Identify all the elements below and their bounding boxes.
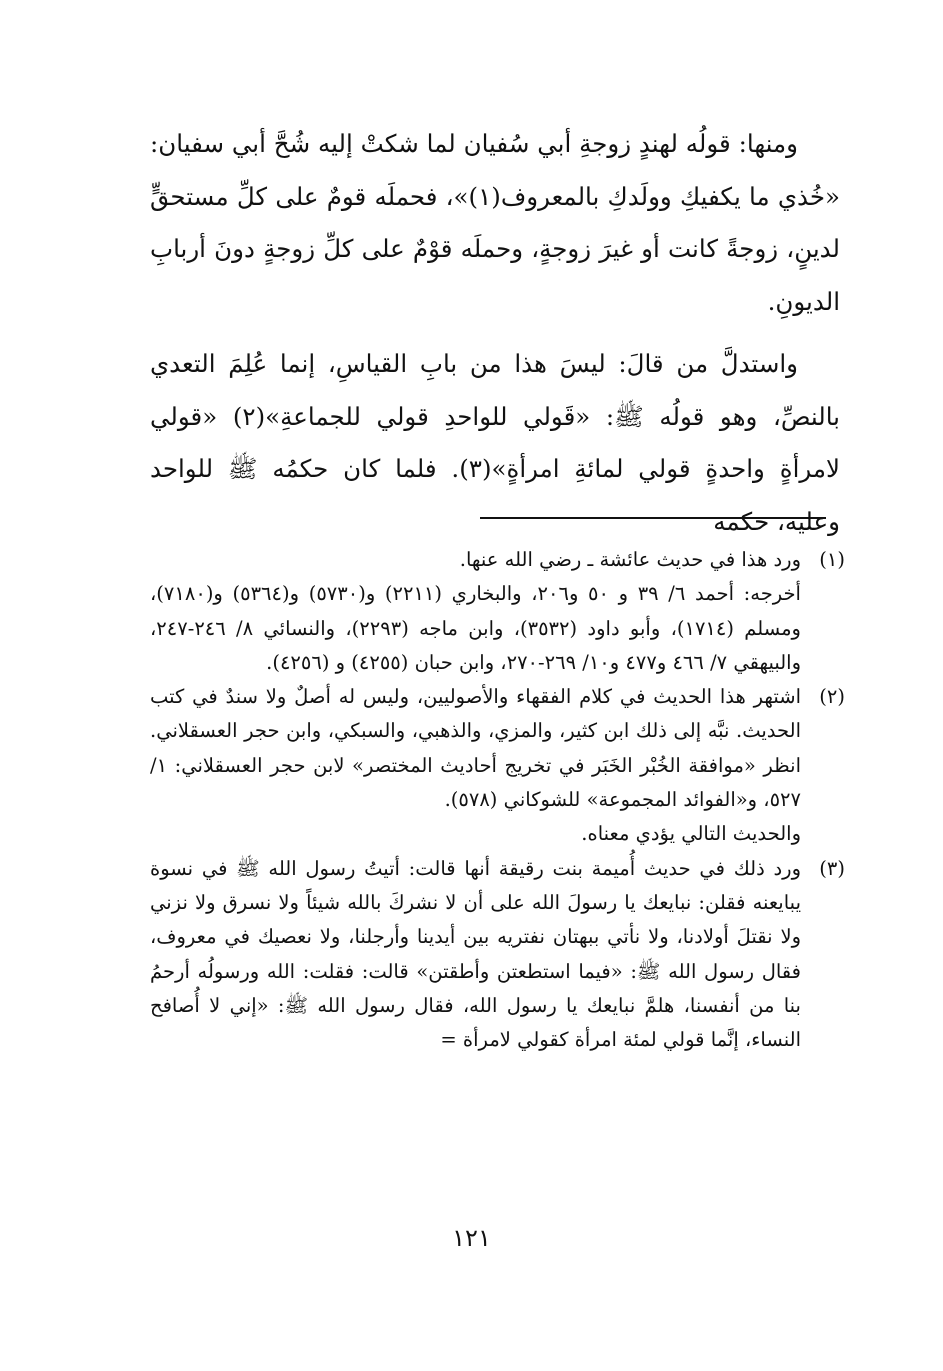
main-paragraph-2: واستدلَّ من قالَ: ليسَ هذا من بابِ القياسِ، إنما عُلِمَ التعدي بالنصِّ، وهو قولُه ﷺ: «قَولي للواحدِ قولي للجماعةِ»(٢) «قولي لامرأةٍ واحدةٍ قولي لمائةِ امرأةٍ»(٣). فلما كان حكمُه ﷺ للواحد وعليه، حكمه (150, 349, 841, 536)
footnote-line: اشتهر هذا الحديث في كلام الفقهاء والأصوليين، وليس له أصلٌ ولا سندٌ في كتب الحديث. نبَّه إلى ذلك ابن كثير، والمزي، والذهبي، والسبكي، وابن حجر العسقلاني. انظر «موافقة الخُبْر الخَبَر في تخريج أحاديث المختصر» لابن حجر العسقلاني: ١/ ٥٢٧، و«الفوائد المجموعة» للشوكاني (٥٧٨). (150, 685, 801, 812)
footnote-line: والحديث التالي يؤدي معناه. (581, 822, 801, 846)
footnote-number: (٢) (819, 685, 845, 709)
footnote-line: أخرجه: أحمد ٦/ ٣٩ و ٥٠ و٢٠٦، والبخاري (٢٢١١) و(٥٧٣٠) و(٥٣٦٤) و(٧١٨٠)، ومسلم (١٧١٤)، وأبو داود (٣٥٣٢)، وابن ماجه (٢٢٩٣)، والنسائي ٨/ ٢٤٦-٢٤٧، والبيهقي ٧/ ٤٦٦ و٤٧٧ و١٠/ ٢٦٩-٢٧٠، وابن حبان (٤٢٥٥) و (٤٢٥٦). (150, 582, 801, 674)
footnote-3 (150, 852, 845, 1058)
footnote-number: (٣) (819, 856, 845, 880)
footnote-1 (150, 543, 845, 680)
footnotes (150, 543, 845, 1057)
main-paragraph-1: ومنها: قولُه لهندٍ زوجةِ أبي سُفيان لما شكتْ إليه شُحَّ أبي سفيان: «خُذي ما يكفيكِ وولَدكِ بالمعروف(١)»، فحملَه قومٌ على كلِّ مستحقٍّ لدينٍ، زوجةً كانت أو غيرَ زوجةٍ، وحملَه قوْمٌ على كلِّ زوجةٍ دونَ أربابِ الديونِ. (150, 129, 840, 316)
footnote-separator (480, 517, 826, 519)
footnote-line: ورد هذا في حديث عائشة ـ رضي الله عنها. (459, 548, 801, 571)
page-number: ١٢١ (452, 1224, 491, 1252)
footnote-2 (150, 680, 845, 851)
footnote-number: (١) (819, 548, 845, 571)
footnote-line: ورد ذلك في حديث أُميمة بنت رقيقة أنها قالت: أتيتُ رسول الله ﷺ في نسوة يبايعنه فقلن: نبايعك يا رسولَ الله على أن لا نشركَ بالله شيئاً ولا نسرق ولا نزني ولا نقتلَ أولادنا، ولا نأتي ببهتان نفتريه بين أيدينا وأرجلنا، ولا نعصيك في معروف، فقال رسول الله ﷺ: «فيما استطعتن وأطقتن» قالت: فقلت: الله ورسولُه أرحمُ بنا من أنفسنا، هلمَّ نبايعك يا رسول الله، فقال رسول الله ﷺ: «إني لا أُصافح النساء، إنَّما قولي لمئة امرأة كقولي لامرأة = (150, 856, 801, 1052)
main-text (150, 118, 840, 548)
